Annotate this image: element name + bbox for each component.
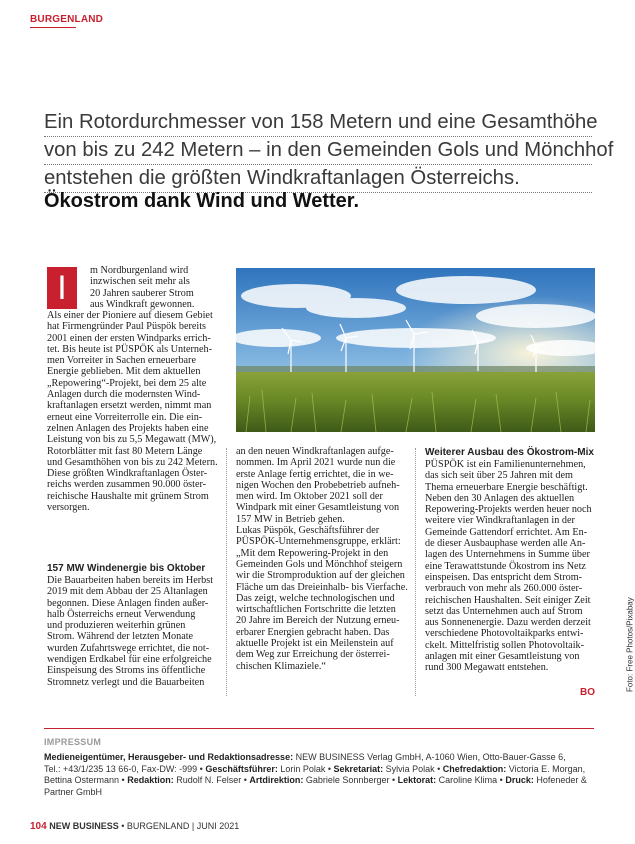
impressum-line-1: Medieneigentümer, Herausgeber- und Redaktionsadresse: NEW BUSINESS Verlag GmbH, A-1060 Wien, Otto-Bauer-Gasse 6, [44, 752, 566, 763]
body-text-line: men Vorreiter in Sachen erneuerbare [47, 355, 196, 367]
column-divider [226, 448, 227, 696]
body-text-line: nigen Wochen den Probebetrieb aufneh- [236, 479, 400, 491]
body-text-line: Leistung von bis zu 5,5 Megawatt (MW), [47, 434, 217, 446]
body-text-line: nommen. Im April 2021 wurde nun die [236, 457, 396, 469]
body-text-line: 20 Jahren sauberer Strom [90, 287, 194, 299]
body-text-line: PÜSPÖK ist ein Familienunternehmen, [425, 459, 586, 470]
impressum-line-3: Bettina Ostermann • Redaktion: Rudolf N. Felser • Artdirektion: Gabriele Sonnberger • Lektorat: Caroline Klima • Druck: Hofeneder & [44, 775, 587, 786]
body-text-line: an den neuen Windkraftanlagen aufge- [236, 446, 394, 457]
body-text-line: eine Terawattstunde Ökostrom ins Netz [425, 560, 586, 572]
body-text-line: tet. Bis heute ist PÜSPÖK als Unterneh- [47, 343, 212, 355]
impressum-line-2: Tel.: +43/1/235 13 66-0, Fax-DW: -999 • Geschäftsführer: Lorin Polak • Sekretariat: Sylvia Polak • Chefredaktion: Victoria E. Morgan, [44, 763, 586, 774]
body-text-line: m Nordburgenland wird [90, 265, 189, 276]
body-text-line: Rotorblätter mit fast 80 Metern Länge [47, 445, 203, 457]
body-text-line: Fläche um das Dreieinhalb- bis Vierfache. [236, 581, 408, 593]
body-text-line: Stromnetz verlegt und die Bauarbeiten [47, 676, 205, 688]
body-text-line: de dieser Ausbauphase werden alle An- [425, 538, 586, 550]
wind-turbine-photo-svg [236, 268, 595, 432]
body-text-line: 2001 einen der ersten Windparks errich- [47, 332, 211, 344]
page-number: 104 [30, 821, 47, 832]
body-text-line: begonnen. Diese Anlagen finden außer- [47, 597, 209, 609]
body-text-line: Energie geblieben. Mit dem aktuellen [47, 366, 201, 378]
footer-section-date: • BURGENLAND | JUNI 2021 [118, 821, 240, 831]
wind-turbine-photo [236, 268, 595, 432]
body-text-line: verbrauch von mehr als 260.000 öster- [425, 583, 583, 595]
body-text-line: Gemeinde Gattendorf errichtet. Am En- [425, 526, 588, 538]
body-text-line: erneut eine Vorreiterrolle ein. Die ein- [47, 411, 203, 423]
body-text-line: hat Firmengründer Paul Püspök bereits [47, 321, 207, 333]
page-footer [30, 821, 239, 832]
body-text-line: Das zeigt, welche technologischen und [236, 592, 395, 604]
body-text-line: PÜSPÖK-Unternehmensgruppe, erklärt: [236, 536, 401, 548]
body-text-line: men wird. Im Oktober 2021 soll der [236, 491, 383, 503]
body-text-line: und produzieren weiterhin grünen [47, 620, 186, 632]
body-text-line: Neben den 30 Anlagen des aktuellen [425, 492, 575, 504]
body-text-line: „Mit dem Repowering-Projekt in den [236, 547, 389, 559]
body-text-line: Strom. Während der letzten Monate [47, 631, 194, 643]
body-text-line: dem Weg zur Erreichung der österrei- [236, 649, 390, 661]
body-text-line: 20 Jahre im Bereich der Nutzung erneu- [236, 615, 400, 627]
body-text-line: aus Windkraft gewonnen. [90, 298, 195, 310]
section-rule [30, 27, 76, 28]
body-text-line: einspeisen. Das entspricht dem Strom- [425, 571, 583, 583]
lead-line: Ein Rotordurchmesser von 158 Metern und eine Gesamthöhe [44, 109, 592, 137]
column-1-subhead: 157 MW Windenergie bis Oktober [47, 563, 206, 574]
body-text-line: rund 300 Megawatt entstehen. [425, 662, 549, 674]
column-divider [415, 448, 416, 696]
body-text-line: Anlagen durch die modernsten Wind- [47, 389, 201, 401]
column-1-intro [90, 265, 216, 310]
body-text-line: wurden Zufahrtswege errichtet, die not- [47, 642, 210, 654]
footer-brand: NEW BUSINESS [49, 821, 119, 831]
body-text-line: Repowering-Projekts werden heuer noch [425, 504, 592, 516]
section-label: BURGENLAND [30, 14, 104, 25]
body-text-line: Gemeinden Gols und Mönchhof steigern [236, 558, 403, 570]
impressum [44, 737, 594, 798]
headline: Ökostrom dank Wind und Wetter. [44, 190, 360, 212]
lead-paragraph [44, 109, 614, 193]
body-text-line: und Gesamthöhen von bis zu 242 Metern. [47, 456, 218, 468]
impressum-line-4: Partner GmbH [44, 786, 103, 797]
body-text-line: reichischen Haushalten. Seit einiger Zeit [425, 594, 591, 606]
column-3-subhead: Weiterer Ausbau des Ökostrom-Mix [425, 447, 594, 458]
body-text-line: anlagen mit einer Gesamtleistung von [425, 651, 580, 663]
author-signature: BO [580, 687, 595, 698]
body-text-line: setzt das Unternehmen auch auf Strom [425, 605, 583, 617]
body-text-line: das sich seit über 25 Jahren mit dem [425, 470, 573, 482]
photo-credit: Foto: Free Photos/Pixabay [626, 597, 635, 692]
lead-line: entstehen die größten Windkraftanlagen Österreichs. [44, 165, 592, 193]
body-text-line: wirtschaftlichen Fortschritte die letzten [236, 604, 396, 616]
body-text-line: lagen des Unternehmens in Summe über [425, 549, 590, 561]
body-text-line: Diese größten Windkraftanlagen Öster- [47, 468, 208, 480]
column-1-body-2 [47, 575, 216, 688]
body-text-line: wir die Stromproduktion auf der gleichen [236, 570, 405, 582]
column-2-body [236, 446, 408, 672]
body-text-line: versorgen. [47, 502, 90, 514]
body-text-line: aus Sonnenenergie. Dazu werden derzeit [425, 617, 591, 629]
impressum-title: IMPRESSUM [44, 737, 102, 747]
body-text-line: zelnen Anlagen des Projekts haben eine [47, 422, 209, 434]
body-text-line: inzwischen seit mehr als [90, 276, 190, 288]
lead-line: von bis zu 242 Metern – in den Gemeinden Gols und Mönchhof [44, 137, 592, 165]
body-text-line: Die Bauarbeiten haben bereits im Herbst [47, 575, 214, 586]
body-text-line: verschiedene Photovoltaikparks entwi- [425, 628, 584, 640]
body-text-line: wendigen Erdkabel für eine erfolgreiche [47, 654, 212, 666]
drop-cap: I [47, 267, 77, 309]
body-text-line: Einspeisung des Stroms ins öffentliche [47, 665, 206, 677]
body-text-line: kraftanlagen ersetzt werden, nimmt man [47, 400, 212, 412]
column-3-body [425, 459, 595, 674]
body-text-line: Windpark mit einer Gesamtleistung von [236, 502, 400, 514]
body-text-line: chischen Klimaziele.“ [236, 660, 326, 672]
impressum-rule [44, 728, 594, 729]
body-text-line: ckelt. Mittelfristig sollen Photovoltaik- [425, 639, 585, 651]
body-text-line: reichische Haushalte mit grünem Strom [47, 490, 209, 502]
body-text-line: reichs werden zusammen 90.000 öster- [47, 479, 207, 491]
body-text-line: aktuelle Projekt ist ein Meilenstein auf [236, 638, 394, 650]
body-text-line: 157 MW in Betrieb gehen. [236, 513, 345, 525]
body-text-line: halb Österreichs erneut Verwendung [47, 608, 196, 620]
body-text-line: Als einer der Pioniere auf diesem Gebiet [47, 310, 213, 321]
body-text-line: weitere vier Windkraftanlagen in der [425, 515, 575, 527]
body-text-line: 2019 mit dem Abbau der 25 Altanlagen [47, 586, 208, 598]
body-text-line: erste Anlage fertig errichtet, die in we- [236, 468, 394, 480]
body-text-line: erbarer Energien gebracht haben. Das [236, 626, 390, 638]
column-1-body [47, 310, 216, 513]
body-text-line: Lukas Püspök, Geschäftsführer der [236, 525, 380, 537]
body-text-line: Thema erneuerbare Energie beschäftigt. [425, 481, 588, 493]
body-text-line: „Repowering“-Projekt, bei dem 25 alte [47, 377, 207, 389]
